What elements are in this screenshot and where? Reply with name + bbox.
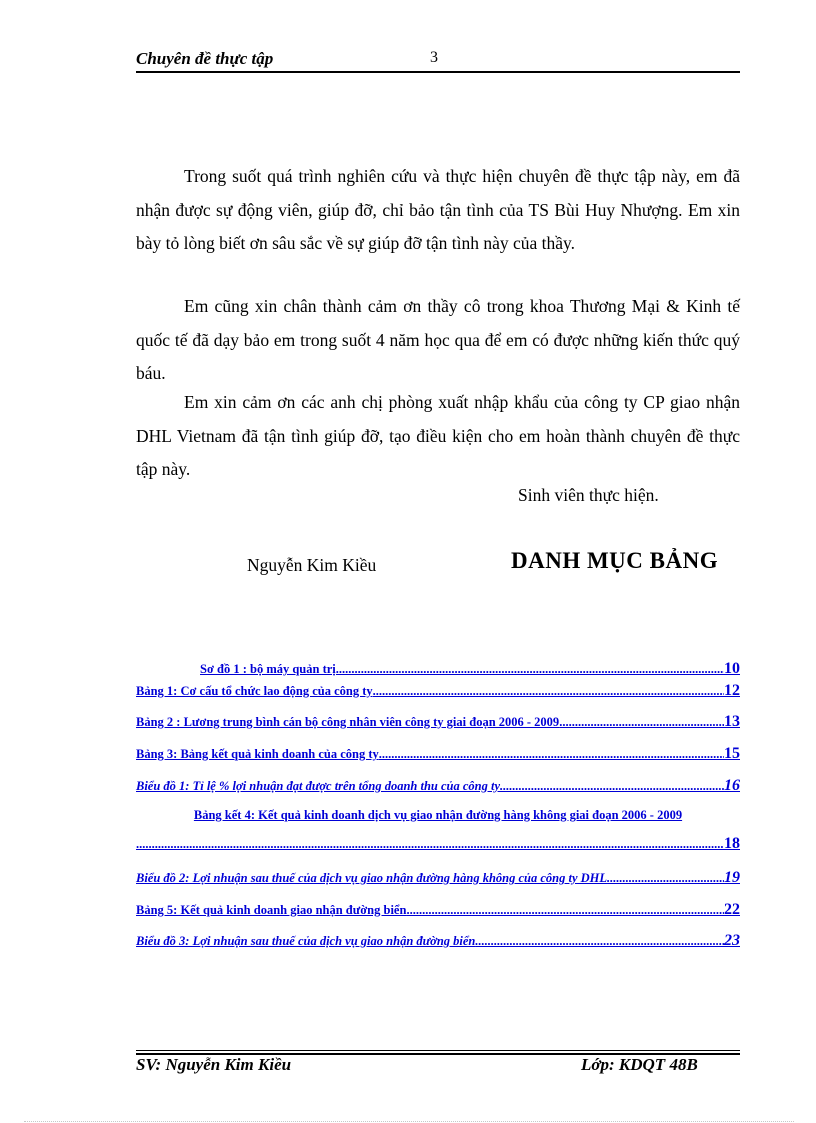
toc-leader-dots: [559, 715, 724, 730]
footer-divider: [136, 1050, 740, 1051]
toc-leader-dots: [373, 684, 724, 699]
signature-label: Sinh viên thực hiện.: [518, 485, 659, 505]
toc-leader-dots: [406, 903, 724, 918]
toc-entry-page: 22: [724, 901, 740, 918]
toc-entry-bang-3[interactable]: [136, 745, 740, 763]
toc-entry-bieu-do-1[interactable]: [136, 777, 740, 795]
toc-entry-label: Bảng 5: Kết quả kinh doanh giao nhận đường biển: [136, 903, 407, 917]
toc-entry-page: 16: [724, 777, 740, 794]
toc-entry-bang-4[interactable]: [136, 808, 740, 823]
toc-entry-page: 13: [724, 713, 740, 730]
toc-entry-page: 12: [724, 682, 740, 699]
toc-entry-page: 10: [724, 660, 740, 677]
toc-entry-page: 19: [724, 869, 740, 886]
toc-entry-so-do-1[interactable]: [200, 660, 740, 678]
toc-entry-label: Bảng 3: Bảng kết quả kinh doanh của công ty: [136, 747, 379, 761]
toc-leader-dots: [379, 747, 724, 762]
toc-entry-bang-1[interactable]: [136, 682, 740, 700]
toc-entry-bang-5[interactable]: [136, 901, 740, 919]
toc-entry-label: Biểu đồ 2: Lợi nhuận sau thuế của dịch vụ giao nhận đường hàng không của công ty DHL: [136, 871, 608, 885]
toc-leader-dots: [475, 934, 724, 949]
toc-entry-label: Bảng 1: Cơ cấu tổ chức lao động của công ty: [136, 684, 373, 698]
toc-entry-page: 18: [724, 835, 740, 852]
toc-title: DANH MỤC BẢNG: [511, 548, 719, 573]
toc-leader-dots: [500, 779, 724, 794]
header-divider: [136, 71, 740, 73]
toc-entry-page: 23: [724, 932, 740, 949]
toc-entry-label: Biểu đồ 3: Lợi nhuận sau thuế của dịch vụ giao nhận đường biển: [136, 934, 476, 948]
toc-entry-bieu-do-3[interactable]: [136, 932, 740, 950]
page-bottom-edge: [24, 1121, 794, 1122]
toc-leader-dots: [336, 662, 724, 677]
header-title: Chuyên đề thực tập: [136, 49, 274, 68]
toc-entry-bang-4-continued[interactable]: [136, 835, 740, 853]
page-number: 3: [430, 49, 438, 66]
footer-class: Lớp: KDQT 48B: [581, 1055, 698, 1074]
toc-leader-dots: [136, 837, 724, 852]
toc-entry-bang-2[interactable]: [136, 713, 740, 731]
toc-entry-label: Biểu đồ 1: Tỉ lệ % lợi nhuận đạt được trên tổng doanh thu của công ty: [136, 779, 501, 793]
acknowledgement-paragraph-2: Em cũng xin chân thành cảm ơn thầy cô trong khoa Thương Mại & Kinh tế quốc tế đã dạy bảo em trong suốt 4 năm học qua để em có được những kiến thức quý báu.: [136, 296, 740, 383]
toc-entry-label: Bảng kết 4: Kết quả kinh doanh dịch vụ giao nhận đường hàng không giai đoạn 2006 - 2009: [193, 808, 683, 822]
toc-entry-label: Sơ đồ 1 : bộ máy quản trị: [200, 662, 336, 676]
toc-entry-page: 15: [724, 745, 740, 762]
toc-entry-label: Bảng 2 : Lương trung bình cán bộ công nhân viên công ty giai đoạn 2006 - 2009: [136, 715, 560, 729]
signature-name: Nguyễn Kim Kiều: [247, 555, 377, 575]
footer-student-name: SV: Nguyễn Kim Kiều: [136, 1055, 292, 1074]
acknowledgement-paragraph-1: Trong suốt quá trình nghiên cứu và thực hiện chuyên đề thực tập này, em đã nhận được sự động viên, giúp đỡ, chỉ bảo tận tình của TS Bùi Huy Nhượng. Em xin bày tỏ lòng biết ơn sâu sắc về sự giúp đỡ tận tình này của thầy.: [136, 166, 740, 253]
toc-leader-dots: [607, 871, 724, 886]
toc-entry-bieu-do-2[interactable]: [136, 869, 740, 887]
acknowledgement-paragraph-3: Em xin cảm ơn các anh chị phòng xuất nhập khẩu của công ty CP giao nhận DHL Vietnam đã tận tình giúp đỡ, tạo điều kiện cho em hoàn thành chuyên đề thực tập này.: [136, 392, 740, 479]
